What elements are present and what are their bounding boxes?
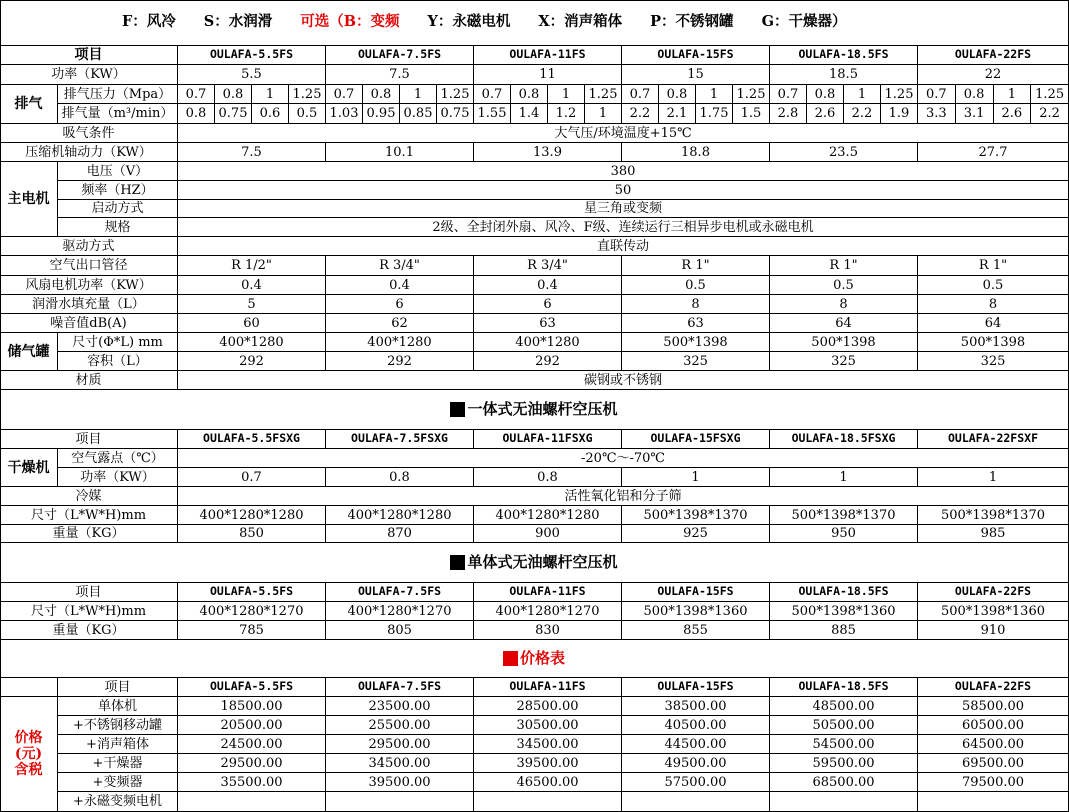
price-value: 38500.00 xyxy=(622,697,770,716)
s1-model-header: OULAFA-18.5FS xyxy=(770,46,918,65)
s3-size-label: 尺寸（L*W*H)mm xyxy=(0,602,178,621)
dew-label: 空气露点（℃） xyxy=(58,449,178,468)
pressure-value: 1 xyxy=(844,85,881,104)
section2-title-text: 一体式无油螺杆空压机 xyxy=(467,400,618,418)
outlet-value: R 3/4" xyxy=(474,256,622,276)
s2-weight-value: 950 xyxy=(770,525,918,543)
water-value: 6 xyxy=(474,295,622,314)
s2-header-label: 项目 xyxy=(0,430,178,449)
pressure-value: 0.8 xyxy=(956,85,994,104)
tank-vol-value: 325 xyxy=(770,352,918,371)
water-value: 8 xyxy=(918,295,1069,314)
pressure-value: 1.25 xyxy=(1031,85,1069,104)
s2-model-header: OULAFA-11FSXG xyxy=(474,430,622,449)
price-value: 20500.00 xyxy=(178,716,326,735)
price-value: 29500.00 xyxy=(326,735,474,754)
freq-label: 频率（HZ） xyxy=(58,181,178,200)
pressure-value: 1.25 xyxy=(881,85,918,104)
s1-power-value: 18.5 xyxy=(770,65,918,85)
price-value: 54500.00 xyxy=(770,735,918,754)
price-value: 30500.00 xyxy=(474,716,622,735)
price-value: 60500.00 xyxy=(918,716,1069,735)
pressure-value: 0.8 xyxy=(511,85,548,104)
s1-model-header: OULAFA-22FS xyxy=(918,46,1069,65)
s1-power-value: 11 xyxy=(474,65,622,85)
dryer-group-label: 干燥机 xyxy=(0,449,58,487)
s1-power-label: 功率（KW） xyxy=(0,65,178,85)
dryer-power-value: 1 xyxy=(622,468,770,487)
exhaust-group-label: 排气 xyxy=(0,85,58,124)
s2-weight-value: 900 xyxy=(474,525,622,543)
price-value: 35500.00 xyxy=(178,773,326,792)
flow-label: 排气量（m³/min） xyxy=(58,104,178,124)
price-row-label: +干燥器 xyxy=(58,754,178,773)
fan-value: 0.5 xyxy=(770,276,918,295)
option-item: F：风冷 xyxy=(122,13,176,31)
price-value xyxy=(918,792,1069,812)
pressure-label: 排气压力（Mpa） xyxy=(58,85,178,104)
price-value: 23500.00 xyxy=(326,697,474,716)
noise-label: 噪音值dB(A) xyxy=(0,314,178,333)
noise-value: 63 xyxy=(622,314,770,333)
noise-value: 60 xyxy=(178,314,326,333)
s3-weight-label: 重量（KG） xyxy=(0,621,178,640)
noise-value: 63 xyxy=(474,314,622,333)
flow-value: 3.3 xyxy=(918,104,956,124)
price-group-line: 含税 xyxy=(14,762,43,779)
tank-size-value: 400*1280 xyxy=(178,333,326,352)
s2-weight-value: 925 xyxy=(622,525,770,543)
material-value: 碳钢或不锈钢 xyxy=(178,371,1069,390)
flow-value: 1.55 xyxy=(474,104,511,124)
tank-size-value: 500*1398 xyxy=(770,333,918,352)
noise-value: 62 xyxy=(326,314,474,333)
outlet-label: 空气出口管径 xyxy=(0,256,178,276)
s3-size-value: 400*1280*1270 xyxy=(326,602,474,621)
freq-value: 50 xyxy=(178,181,1069,200)
pressure-value: 0.8 xyxy=(363,85,400,104)
noise-value: 64 xyxy=(770,314,918,333)
section2-title xyxy=(0,390,1069,430)
s4-header-spacer xyxy=(0,678,58,697)
fan-value: 0.5 xyxy=(918,276,1069,295)
pressure-value: 0.8 xyxy=(807,85,844,104)
flow-value: 1 xyxy=(585,104,622,124)
shaft-value: 13.9 xyxy=(474,143,622,162)
s1-power-value: 7.5 xyxy=(326,65,474,85)
price-group-label xyxy=(0,697,58,812)
price-value: 59500.00 xyxy=(770,754,918,773)
black-square-icon xyxy=(450,402,465,417)
s3-model-header: OULAFA-15FS xyxy=(622,583,770,602)
price-row-label: +变频器 xyxy=(58,773,178,792)
start-value: 星三角或变频 xyxy=(178,200,1069,218)
pressure-value: 1 xyxy=(400,85,437,104)
fan-value: 0.5 xyxy=(622,276,770,295)
drive-label: 驱动方式 xyxy=(0,237,178,256)
noise-value: 64 xyxy=(918,314,1069,333)
flow-value: 2.2 xyxy=(844,104,881,124)
option-item: S：水润滑 xyxy=(203,13,273,31)
s4-model-header: OULAFA-11FS xyxy=(474,678,622,697)
s3-weight-value: 785 xyxy=(178,621,326,640)
s3-size-value: 400*1280*1270 xyxy=(178,602,326,621)
s3-size-value: 500*1398*1360 xyxy=(918,602,1069,621)
shaft-value: 10.1 xyxy=(326,143,474,162)
pressure-value: 0.7 xyxy=(178,85,215,104)
s1-header-label: 项目 xyxy=(0,46,178,65)
shaft-value: 27.7 xyxy=(918,143,1069,162)
pressure-value: 0.7 xyxy=(622,85,659,104)
desiccant-label: 冷媒 xyxy=(0,487,178,506)
price-value: 28500.00 xyxy=(474,697,622,716)
price-value: 64500.00 xyxy=(918,735,1069,754)
pressure-value: 0.7 xyxy=(918,85,956,104)
s3-model-header: OULAFA-7.5FS xyxy=(326,583,474,602)
price-value: 24500.00 xyxy=(178,735,326,754)
price-value xyxy=(326,792,474,812)
flow-value: 0.6 xyxy=(252,104,289,124)
tank-vol-value: 292 xyxy=(178,352,326,371)
s1-power-value: 15 xyxy=(622,65,770,85)
option-item: Y：永磁电机 xyxy=(427,13,511,31)
price-value xyxy=(178,792,326,812)
s3-size-value: 400*1280*1270 xyxy=(474,602,622,621)
dew-value: -20℃～-70℃ xyxy=(178,449,1069,468)
option-item: X：消声箱体 xyxy=(538,13,623,31)
motor-group-label: 主电机 xyxy=(0,162,58,237)
tank-vol-value: 292 xyxy=(326,352,474,371)
outlet-value: R 1" xyxy=(770,256,918,276)
tank-size-value: 500*1398 xyxy=(918,333,1069,352)
price-value: 18500.00 xyxy=(178,697,326,716)
section4-title-text: 价格表 xyxy=(519,649,565,667)
tank-vol-label: 容积（L） xyxy=(58,352,178,371)
flow-value: 1.4 xyxy=(511,104,548,124)
price-value: 50500.00 xyxy=(770,716,918,735)
pressure-value: 1 xyxy=(252,85,289,104)
black-square-icon xyxy=(450,555,465,570)
price-row-label: +不锈钢移动罐 xyxy=(58,716,178,735)
s1-model-header: OULAFA-7.5FS xyxy=(326,46,474,65)
s3-header-label: 项目 xyxy=(0,583,178,602)
fan-value: 0.4 xyxy=(326,276,474,295)
pressure-value: 1.25 xyxy=(289,85,326,104)
pressure-value: 1.25 xyxy=(585,85,622,104)
flow-value: 2.2 xyxy=(622,104,659,124)
price-value xyxy=(474,792,622,812)
s4-header-label: 项目 xyxy=(58,678,178,697)
option-item: 可选（B：变频 xyxy=(300,13,400,31)
s3-weight-value: 805 xyxy=(326,621,474,640)
section3-title-text: 单体式无油螺杆空压机 xyxy=(467,553,618,571)
price-value: 44500.00 xyxy=(622,735,770,754)
s2-size-value: 400*1280*1280 xyxy=(474,506,622,525)
voltage-label: 电压（V） xyxy=(58,162,178,181)
s2-size-value: 500*1398*1370 xyxy=(918,506,1069,525)
price-row-label: +消声箱体 xyxy=(58,735,178,754)
price-value: 34500.00 xyxy=(326,754,474,773)
red-square-icon xyxy=(503,651,518,666)
flow-value: 1.9 xyxy=(881,104,918,124)
flow-value: 1.03 xyxy=(326,104,363,124)
start-label: 启动方式 xyxy=(58,200,178,218)
desiccant-value: 活性氧化铝和分子筛 xyxy=(178,487,1069,506)
price-value: 39500.00 xyxy=(474,754,622,773)
s4-model-header: OULAFA-18.5FS xyxy=(770,678,918,697)
dryer-power-value: 0.8 xyxy=(326,468,474,487)
s1-model-header: OULAFA-11FS xyxy=(474,46,622,65)
flow-value: 2.2 xyxy=(1031,104,1069,124)
section4-title xyxy=(0,640,1069,678)
price-value: 58500.00 xyxy=(918,697,1069,716)
s2-weight-value: 985 xyxy=(918,525,1069,543)
flow-value: 1.2 xyxy=(548,104,585,124)
s2-size-value: 500*1398*1370 xyxy=(622,506,770,525)
price-value: 48500.00 xyxy=(770,697,918,716)
flow-value: 0.8 xyxy=(178,104,215,124)
price-row-label: +永磁变频电机 xyxy=(58,792,178,812)
s4-model-header: OULAFA-22FS xyxy=(918,678,1069,697)
price-row-label: 单体机 xyxy=(58,697,178,716)
price-value: 25500.00 xyxy=(326,716,474,735)
pressure-value: 1 xyxy=(548,85,585,104)
water-value: 8 xyxy=(770,295,918,314)
s2-weight-value: 850 xyxy=(178,525,326,543)
tank-size-label: 尺寸(Φ*L) mm xyxy=(58,333,178,352)
water-value: 6 xyxy=(326,295,474,314)
s1-power-value: 22 xyxy=(918,65,1069,85)
price-value: 57500.00 xyxy=(622,773,770,792)
s2-model-header: OULAFA-7.5FSXG xyxy=(326,430,474,449)
tank-group-label: 储气罐 xyxy=(0,333,58,371)
price-value: 29500.00 xyxy=(178,754,326,773)
price-value: 34500.00 xyxy=(474,735,622,754)
price-group-line: (元) xyxy=(14,745,43,762)
intake-value: 大气压/环境温度+15℃ xyxy=(178,124,1069,143)
section3-title xyxy=(0,543,1069,583)
s3-size-value: 500*1398*1360 xyxy=(622,602,770,621)
outlet-value: R 1" xyxy=(622,256,770,276)
dryer-power-value: 0.7 xyxy=(178,468,326,487)
flow-value: 2.6 xyxy=(807,104,844,124)
s2-model-header: OULAFA-5.5FSXG xyxy=(178,430,326,449)
pressure-value: 1 xyxy=(994,85,1032,104)
price-value xyxy=(770,792,918,812)
option-item: P：不锈钢罐 xyxy=(650,13,734,31)
s3-weight-value: 830 xyxy=(474,621,622,640)
s2-model-header: OULAFA-22FSXF xyxy=(918,430,1069,449)
s1-power-value: 5.5 xyxy=(178,65,326,85)
outlet-value: R 1/2" xyxy=(178,256,326,276)
water-label: 润滑水填充量（L） xyxy=(0,295,178,314)
options-line xyxy=(0,0,1069,46)
water-value: 5 xyxy=(178,295,326,314)
price-group-line: 价格 xyxy=(14,729,43,746)
s4-model-header: OULAFA-15FS xyxy=(622,678,770,697)
dryer-power-label: 功率（KW） xyxy=(58,468,178,487)
tank-vol-value: 292 xyxy=(474,352,622,371)
price-value xyxy=(622,792,770,812)
price-value: 68500.00 xyxy=(770,773,918,792)
dryer-power-value: 0.8 xyxy=(474,468,622,487)
s1-model-header: OULAFA-5.5FS xyxy=(178,46,326,65)
price-value: 40500.00 xyxy=(622,716,770,735)
s2-size-value: 400*1280*1280 xyxy=(178,506,326,525)
price-value: 79500.00 xyxy=(918,773,1069,792)
s2-weight-value: 870 xyxy=(326,525,474,543)
material-label: 材质 xyxy=(0,371,178,390)
flow-value: 3.1 xyxy=(956,104,994,124)
flow-value: 0.5 xyxy=(289,104,326,124)
price-value: 69500.00 xyxy=(918,754,1069,773)
tank-size-value: 400*1280 xyxy=(474,333,622,352)
price-group-lines xyxy=(15,730,43,778)
s3-model-header: OULAFA-5.5FS xyxy=(178,583,326,602)
s3-model-header: OULAFA-18.5FS xyxy=(770,583,918,602)
intake-label: 吸气条件 xyxy=(0,124,178,143)
shaft-value: 7.5 xyxy=(178,143,326,162)
shaft-value: 23.5 xyxy=(770,143,918,162)
flow-value: 2.6 xyxy=(994,104,1032,124)
s3-weight-value: 855 xyxy=(622,621,770,640)
s2-size-value: 500*1398*1370 xyxy=(770,506,918,525)
flow-value: 2.1 xyxy=(659,104,696,124)
s3-size-value: 500*1398*1360 xyxy=(770,602,918,621)
s2-model-header: OULAFA-18.5FSXG xyxy=(770,430,918,449)
spec-value: 2级、全封闭外扇、风冷、F级、连续运行三相异步电机或永磁电机 xyxy=(178,218,1069,237)
pressure-value: 0.7 xyxy=(770,85,807,104)
price-value: 46500.00 xyxy=(474,773,622,792)
flow-value: 0.75 xyxy=(215,104,252,124)
tank-size-value: 500*1398 xyxy=(622,333,770,352)
drive-value: 直联传动 xyxy=(178,237,1069,256)
price-value: 49500.00 xyxy=(622,754,770,773)
tank-size-value: 400*1280 xyxy=(326,333,474,352)
tank-vol-value: 325 xyxy=(918,352,1069,371)
pressure-value: 0.7 xyxy=(326,85,363,104)
water-value: 8 xyxy=(622,295,770,314)
tank-vol-value: 325 xyxy=(622,352,770,371)
outlet-value: R 1" xyxy=(918,256,1069,276)
s4-model-header: OULAFA-7.5FS xyxy=(326,678,474,697)
fan-value: 0.4 xyxy=(474,276,622,295)
pressure-value: 1.25 xyxy=(733,85,770,104)
voltage-value: 380 xyxy=(178,162,1069,181)
spec-label: 规格 xyxy=(58,218,178,237)
option-item: G：干燥器） xyxy=(761,13,847,31)
s3-model-header: OULAFA-22FS xyxy=(918,583,1069,602)
flow-value: 0.85 xyxy=(400,104,437,124)
price-value: 39500.00 xyxy=(326,773,474,792)
s1-model-header: OULAFA-15FS xyxy=(622,46,770,65)
s2-size-value: 400*1280*1280 xyxy=(326,506,474,525)
fan-label: 风扇电机功率（KW） xyxy=(0,276,178,295)
s3-weight-value: 885 xyxy=(770,621,918,640)
s2-weight-label: 重量（KG） xyxy=(0,525,178,543)
pressure-value: 1.25 xyxy=(437,85,474,104)
flow-value: 1.75 xyxy=(696,104,733,124)
flow-value: 1.5 xyxy=(733,104,770,124)
flow-value: 0.75 xyxy=(437,104,474,124)
pressure-value: 0.7 xyxy=(474,85,511,104)
pressure-value: 0.8 xyxy=(659,85,696,104)
dryer-power-value: 1 xyxy=(918,468,1069,487)
s4-model-header: OULAFA-5.5FS xyxy=(178,678,326,697)
outlet-value: R 3/4" xyxy=(326,256,474,276)
pressure-value: 0.8 xyxy=(215,85,252,104)
s2-size-label: 尺寸（L*W*H)mm xyxy=(0,506,178,525)
shaft-value: 18.8 xyxy=(622,143,770,162)
s2-model-header: OULAFA-15FSXG xyxy=(622,430,770,449)
pressure-value: 1 xyxy=(696,85,733,104)
s3-model-header: OULAFA-11FS xyxy=(474,583,622,602)
fan-value: 0.4 xyxy=(178,276,326,295)
dryer-power-value: 1 xyxy=(770,468,918,487)
flow-value: 0.95 xyxy=(363,104,400,124)
s3-weight-value: 910 xyxy=(918,621,1069,640)
flow-value: 2.8 xyxy=(770,104,807,124)
shaft-label: 压缩机轴动力（KW） xyxy=(0,143,178,162)
